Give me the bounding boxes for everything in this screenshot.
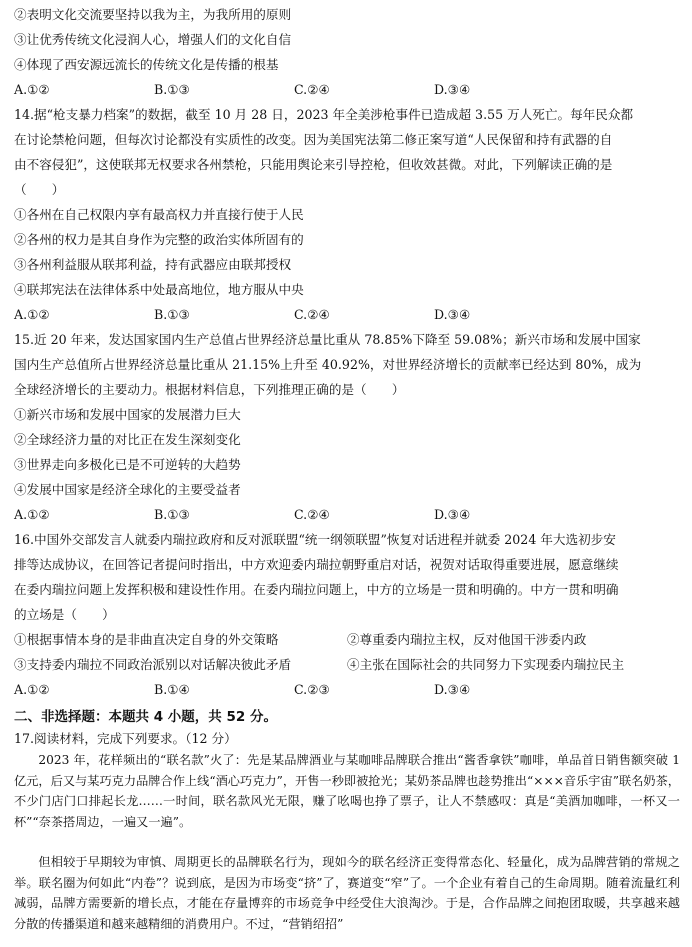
- q15-option-d[interactable]: D.③④: [434, 507, 471, 522]
- q15-item-3: ③世界走向多极化已是不可逆转的大趋势: [14, 457, 241, 472]
- q14-option-d[interactable]: D.③④: [434, 307, 471, 322]
- top-options: [14, 80, 680, 99]
- option-c[interactable]: C.②④: [294, 82, 330, 97]
- q15-item-1: ①新兴市场和发展中国家的发展潜力巨大: [14, 407, 241, 422]
- top-item-3: ③让优秀传统文化浸润人心，增强人们的文化自信: [14, 32, 292, 47]
- q17-intro: 17.阅读材料，完成下列要求。（12 分）: [14, 731, 237, 746]
- q16-option-b[interactable]: B.①④: [154, 682, 190, 697]
- top-item-2: ②表明文化交流要坚持以我为主，为我所用的原则: [14, 7, 292, 22]
- q16-option-d[interactable]: D.③④: [434, 682, 471, 697]
- q15-item-4: ④发展中国家是经济全球化的主要受益者: [14, 482, 241, 497]
- q15-option-b[interactable]: B.①③: [154, 507, 190, 522]
- q15-stem-line-1: 15.近 20 年来，发达国家国内生产总值占世界经济总量比重从 78.85%下降至 59.08%；新兴市场和发展中国家: [14, 332, 641, 347]
- q14-option-a[interactable]: A.①②: [14, 307, 50, 322]
- q16-stem-line-3: 在委内瑞拉问题上发挥积极和建设性作用。在委内瑞拉问题上，中方的立场是一贯和明确的。中方一贯和明确: [14, 582, 619, 597]
- q15-option-a[interactable]: A.①②: [14, 507, 50, 522]
- q14-option-c[interactable]: C.②④: [294, 307, 330, 322]
- q14-item-4: ④联邦宪法在法律体系中处最高地位，地方服从中央: [14, 282, 304, 297]
- q16-stem-line-4: 的立场是（ ）: [14, 607, 115, 622]
- q16-option-a[interactable]: A.①②: [14, 682, 50, 697]
- q16-items-row-1: [14, 630, 680, 649]
- q16-item-1: ①根据事情本身的是非曲直决定自身的外交策略: [14, 632, 279, 647]
- q16-stem-line-2: 排等达成协议，在回答记者提问时指出，中方欢迎委内瑞拉朝野重启对话，祝贺对话取得重要进展，愿意继续: [14, 557, 619, 572]
- section-2-heading: 二、非选择题：本题共 4 小题，共 52 分。: [14, 709, 277, 725]
- q16-stem-line-1: 16.中国外交部发言人就委内瑞拉政府和反对派联盟“统一纲领联盟”恢复对话进程并就委 2024 年大选初步安: [14, 532, 616, 547]
- q15-stem-line-2: 国内生产总值所占世界经济总量比重从 21.15%上升至 40.92%，对世界经济增长的贡献率已经达到 80%，成为: [14, 357, 642, 372]
- q15-stem-line-3: 全球经济增长的主要动力。根据材料信息，下列推理正确的是（ ）: [14, 382, 405, 397]
- q14-stem-line-3: 由不容侵犯”，这使联邦无权要求各州禁枪，只能用舆论来引导控枪，但收效甚微。对此，下列解读正确的是: [14, 157, 613, 172]
- q15-item-2: ②全球经济力量的对比正在发生深刻变化: [14, 432, 241, 447]
- q16-item-4: ④主张在国际社会的共同努力下实现委内瑞拉民主: [347, 657, 625, 672]
- q14-item-2: ②各州的权力是其自身作为完整的政治实体所固有的: [14, 232, 304, 247]
- q16-item-3: ③支持委内瑞拉不同政治派别以对话解决彼此矛盾: [14, 657, 292, 672]
- q16-items-row-2: [14, 655, 680, 674]
- option-a[interactable]: A.①②: [14, 82, 50, 97]
- q17-material-paragraph-1: 2023 年，花样频出的“联名款”火了：先是某品牌酒业与某咖啡品牌联合推出“酱香拿铁”咖啡，单品首日销售额突破 1 亿元，后又与某巧克力品牌合作上线“酒心巧克力”，开售一秒即被抢光；某奶茶品牌也趁势推出“×××音乐宇宙”联名奶茶，不少门店门口排起长龙……一时间，联名款风光无限，赚了吆喝也挣了票子，让人不禁感叹：真是“美酒加咖啡，一杯又一杯”“奈茶搭周边，一遍又一遍”。: [14, 753, 680, 829]
- q16-options: [14, 680, 680, 699]
- q14-stem-line-4: （ ）: [14, 182, 65, 197]
- option-b[interactable]: B.①③: [154, 82, 190, 97]
- q14-item-1: ①各州在自己权限内享有最高权力并直接行使于人民: [14, 207, 304, 222]
- q14-stem-line-2: 在讨论禁枪问题，但每次讨论都没有实质性的改变。因为美国宪法第二修正案写道“人民保留和持有武器的自: [14, 132, 613, 147]
- q17-material-paragraph-2: 但相较于早期较为审慎、周期更长的品牌联名行为，现如今的联名经济正变得常态化、轻量化，成为品牌营销的常规之举。联名圈为何如此“内卷”？说到底，是因为市场变“挤”了，赛道变“窄”了。一个企业有着自己的生命周期。随着流量红利减弱，品牌方需要新的增长点，才能在存量博弈的市场竞争中经受住大浪淘沙。于是，合作品牌之间抱团取暖，共享越来越分散的传播渠道和越来越精细的消费用户。不过，“营销绍招”: [14, 855, 680, 931]
- q14-options: [14, 305, 680, 324]
- top-item-4: ④体现了西安源远流长的传统文化是传播的根基: [14, 57, 279, 72]
- q14-option-b[interactable]: B.①③: [154, 307, 190, 322]
- q14-item-3: ③各州利益服从联邦利益，持有武器应由联邦授权: [14, 257, 292, 272]
- q14-stem-line-1: 14.据“枪支暴力档案”的数据，截至 10 月 28 日，2023 年全美涉枪事件已造成超 3.55 万人死亡。每年民众都: [14, 107, 634, 122]
- q15-option-c[interactable]: C.②④: [294, 507, 330, 522]
- q16-item-2: ②尊重委内瑞拉主权，反对他国干涉委内政: [347, 632, 587, 647]
- option-d[interactable]: D.③④: [434, 82, 471, 97]
- q16-option-c[interactable]: C.②③: [294, 682, 330, 697]
- q15-options: [14, 505, 680, 524]
